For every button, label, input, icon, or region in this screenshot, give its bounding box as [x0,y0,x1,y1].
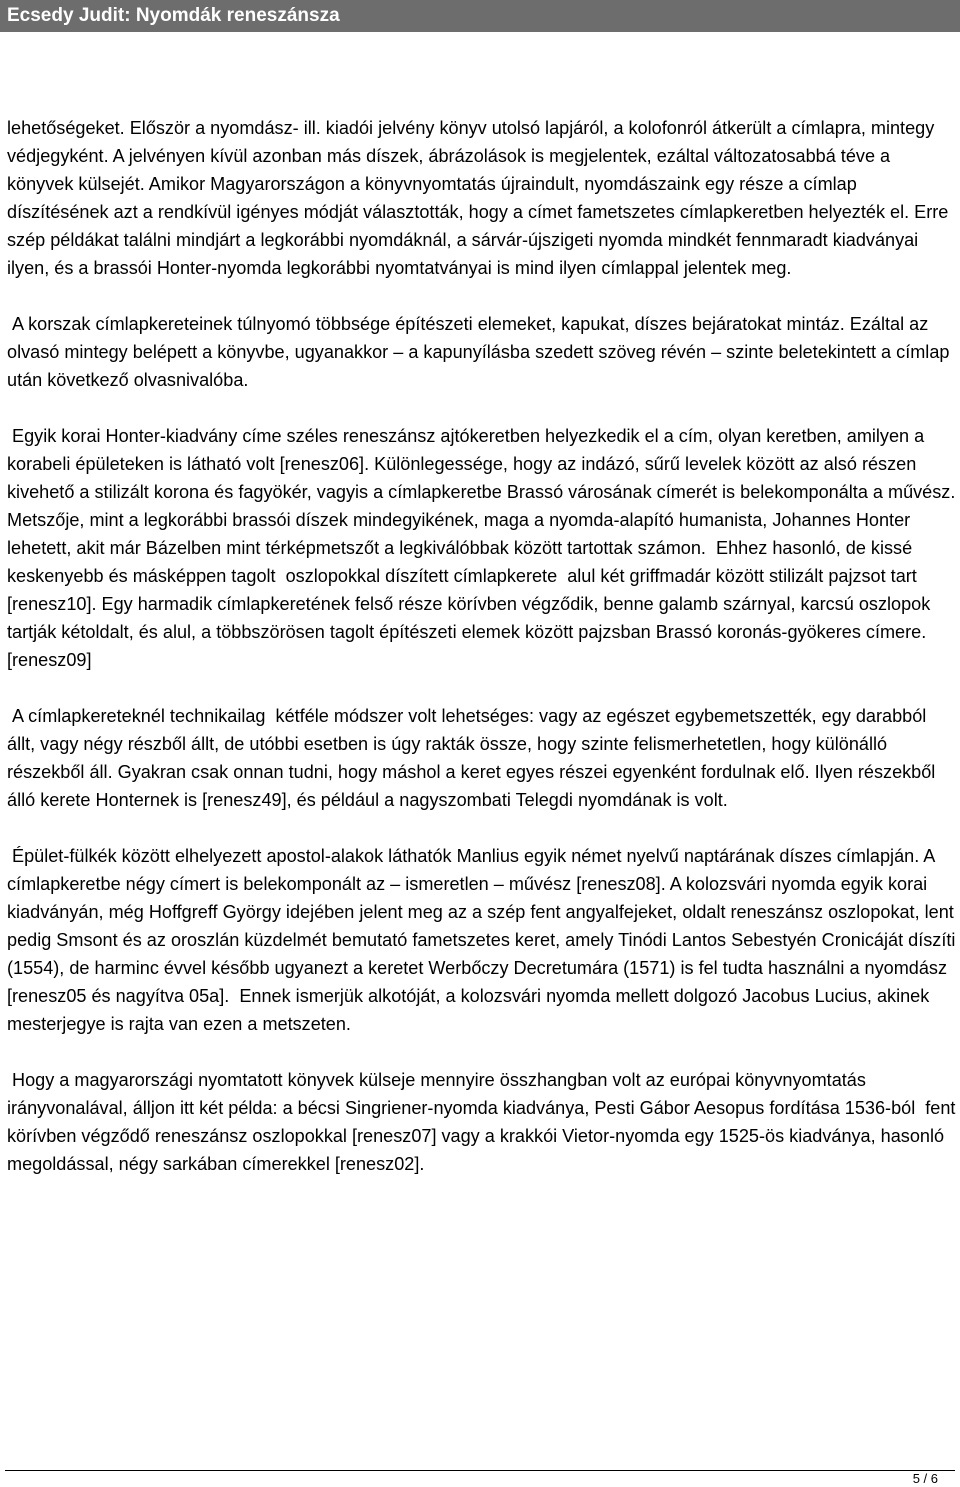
paragraph-2: A korszak címlapkereteinek túlnyomó többsége építészeti elemeket, kapukat, díszes bejáratokat mintáz. Ezáltal az olvasó mintegy belépett a könyvbe, ugyanakkor – a kapunyílásba szedett szöveg révén – szinte beletekintett a címlap után következő olvasnivalóba. [7,314,955,390]
paragraph-1: lehetőségeket. Először a nyomdász- ill. kiadói jelvény könyv utolsó lapjáról, a kolofonról átkerült a címlapra, mintegy védjegyként. A jelvényen kívül azonban más díszek, ábrázolások is megjelentek, ezáltal változatosabbá téve a könyvek külsejét. Amikor Magyarországon a könyvnyomtatás újraindult, nyomdászaink egy része a címlap díszítésének azt a rendkívül igényes módját választották, hogy a címet fametszetes címlapkeretben helyezték el. Erre szép példákat találni mindjárt a legkorábbi nyomdáknál, a sárvár-újszigeti nyomda mindkét fennmaradt kiadványai ilyen, és a brassói Honter-nyomda legkorábbi nyomtatványai is mind ilyen címlappal jelentek meg. [7,118,954,278]
page-number: 5 / 6 [912,1471,938,1486]
paragraph-5: Épület-fülkék között elhelyezett apostol-alakok láthatók Manlius egyik német nyelvű naptárának díszes címlapján. A címlapkeretbe négy címert is belekomponált az – ismeretlen – művész [renesz08]. A kolozsvári nyomda egyik korai kiadványán, még Hoffgreff György idejében jelent meg az a szép fent angyalfejeket, oldalt reneszánsz oszlopokat, lent pedig Smsont és az oroszlán küzdelmét bemutató fametszetes keret, amely Tinódi Lantos Sebestyén Cronicáját díszíti (1554), de harminc évvel később ugyanezt a keretet Werbőczy Decretumára (1571) is fel tudta használni a nyomdász [renesz05 és nagyítva 05a]. Ennek ismerjük alkotóját, a kolozsvári nyomda mellett dolgozó Jacobus Lucius, akinek mesterjegye is rajta van ezen a metszeten. [7,846,960,1034]
page-header [0,0,960,32]
paragraph-3: Egyik korai Honter-kiadvány címe széles reneszánsz ajtókeretben helyezkedik el a cím, olyan keretben, amilyen a korabeli épületeken is látható volt [renesz06]. Különlegessége, hogy az indázó, sűrű levelek között az alsó részen kivehető a stilizált korona és fagyökér, vagyis a címlapkeretbe Brassó városának címerét is belekomponálta a művész. Metszője, mint a legkorábbi brassói díszek mindegyikének, maga a nyomda-alapító humanista, Johannes Honter lehetett, akit már Bázelben mint térképmetszőt a legkiválóbbak között tartottak számon. Ehhez hasonló, de kissé keskenyebb és másképpen tagolt oszlopokkal díszített címlapkerete alul két griffmadár között stilizált pajzsot tart [renesz10]. Egy harmadik címlapkeretének felső része körívben végződik, benne galamb szárnyal, karcsú oszlopok tartják kétoldalt, és alul, a többszörösen tagolt építészeti elemek között pajzsban Brassó koronás-gyökeres címere. [renesz09] [7,426,960,670]
paragraph-4: A címlapkereteknél technikailag kétféle módszer volt lehetséges: vagy az egészet egybemetszették, egy darabból állt, vagy négy részből állt, de utóbbi esetben is úgy rakták össze, hogy szinte felismerhetetlen, hogy különálló részekből áll. Gyakran csak onnan tudni, hogy máshol a keret egyes részei egyenként fordulnak elő. Ilyen részekből álló kerete Honternek is [renesz49], és például a nagyszombati Telegdi nyomdának is volt. [7,706,941,810]
paragraph-6: Hogy a magyarországi nyomtatott könyvek külseje mennyire összhangban volt az európai könyvnyomtatás irányvonalával, álljon itt két példa: a bécsi Singriener-nyomda kiadványa, Pesti Gábor Aesopus fordítása 1536-ból fent körívben végződő reneszánsz oszlopokkal [renesz07] vagy a krakkói Vietor-nyomda egy 1525-ös kiadványa, hasonló megoldással, négy sarkában címerekkel [renesz02]. [7,1070,960,1174]
footer-divider [5,1470,955,1471]
document-body [7,114,960,1206]
document-title: Ecsedy Judit: Nyomdák reneszánsza [7,5,340,26]
